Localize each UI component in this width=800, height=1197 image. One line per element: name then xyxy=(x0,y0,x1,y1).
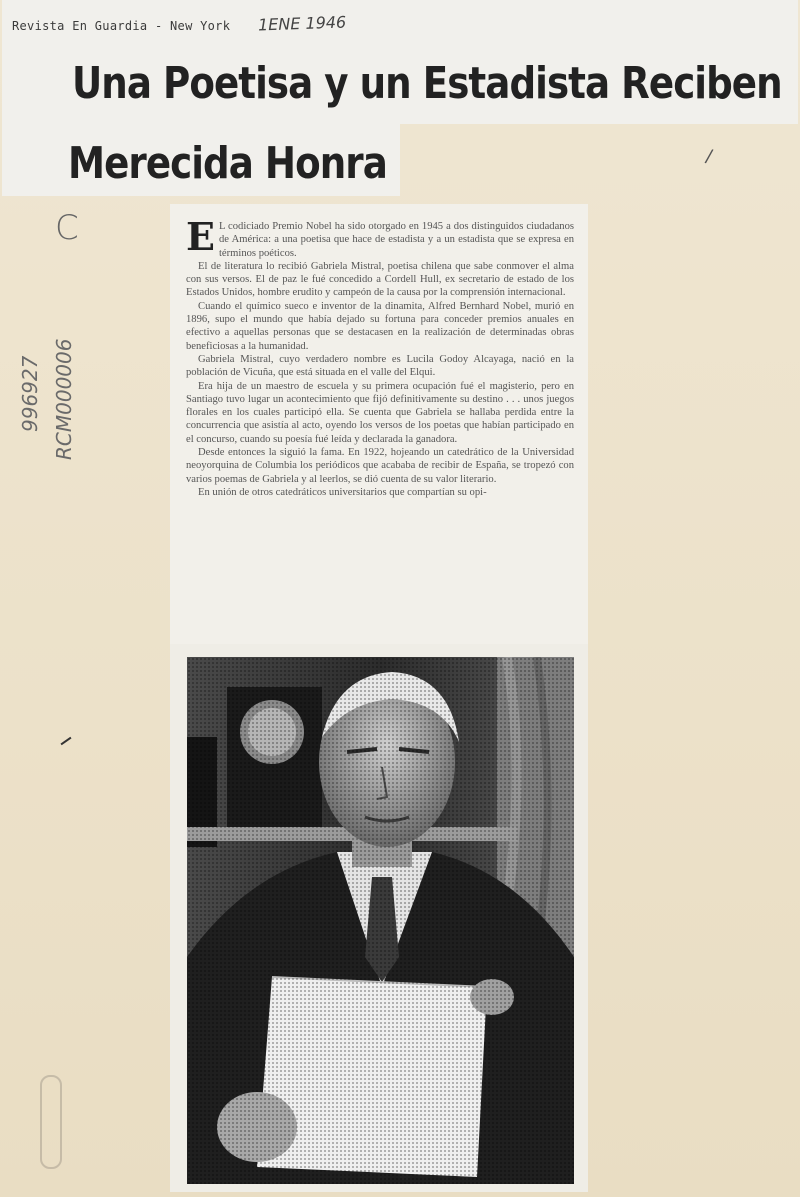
headline-line-2: Merecida Honra xyxy=(68,138,387,189)
source-line: Revista En Guardia - New York xyxy=(12,19,231,33)
headline-line-1: Una Poetisa y un Estadista Reciben xyxy=(72,58,782,109)
archive-code-1: 996927 xyxy=(18,355,42,432)
portrait-photo-image xyxy=(187,657,574,1184)
article-paragraph: Era hija de un maestro de escuela y su primera ocupación fué el magisterio, pero en Santiago tuvo lugar un acontecimiento que fijó definitivamente su destino . . . unos juegos florales en los cuales participó ella. Se cuenta que Gabriela se hallaba perdida entre la concurrencia que asistía al acto, oyendo los versos de los poetas que habían participado en el concurso, cuando su poesía fué leída y declarada la ganadora. xyxy=(186,380,574,445)
pen-tick-mark xyxy=(61,737,72,746)
article-paragraph: E L codiciado Premio Nobel ha sido otorgado en 1945 a dos distinguidos ciudadanos de América: a una poetisa que hace de estadista y a un estadista que se expresa en términos poéticos. xyxy=(186,214,574,259)
drop-cap: E xyxy=(186,214,215,259)
handwritten-letter-mark: C xyxy=(55,208,79,248)
article-paragraph: Gabriela Mistral, cuyo verdadero nombre es Lucila Godoy Alcayaga, nació en la población de Vicuña, que está situada en el valle del Elqui. xyxy=(186,353,574,379)
paperclip-impression xyxy=(40,1075,62,1169)
article-body xyxy=(186,214,574,499)
article-paragraph: En unión de otros catedráticos universitarios que compartían su opi- xyxy=(198,486,487,498)
handwritten-date: 1ENE 1946 xyxy=(257,12,347,35)
portrait-photo xyxy=(187,657,574,1184)
archive-code-2: RCM000006 xyxy=(52,338,76,460)
article-paragraph: Cuando el químico sueco e inventor de la dinamita, Alfred Bernhard Nobel, murió en 1896, supo el mundo que había dejado su fortuna para conceder premios anuales en efectivo a aquellas personas que se destacasen en la realización de determinadas obras beneficiosas a la humanidad. xyxy=(186,300,574,352)
article-paragraph: El de literatura lo recibió Gabriela Mistral, poetisa chilena que sabe conmover el alma con sus versos. El de paz le fué concedido a Cordell Hull, ex secretario de estado de los Estados Unidos, hombre erudito y campeón de la causa por la comprensión internacional. xyxy=(186,260,574,299)
article-paragraph: Desde entonces la siguió la fama. En 1922, hojeando un catedrático de la Universidad neoyorquina de Columbia los periódicos que acababa de recibir de España, se tropezó con varios poemas de Gabriela y al leerlos, se dió cuenta de su valor literario. xyxy=(186,447,574,485)
handwritten-slash-mark: / xyxy=(703,145,715,168)
